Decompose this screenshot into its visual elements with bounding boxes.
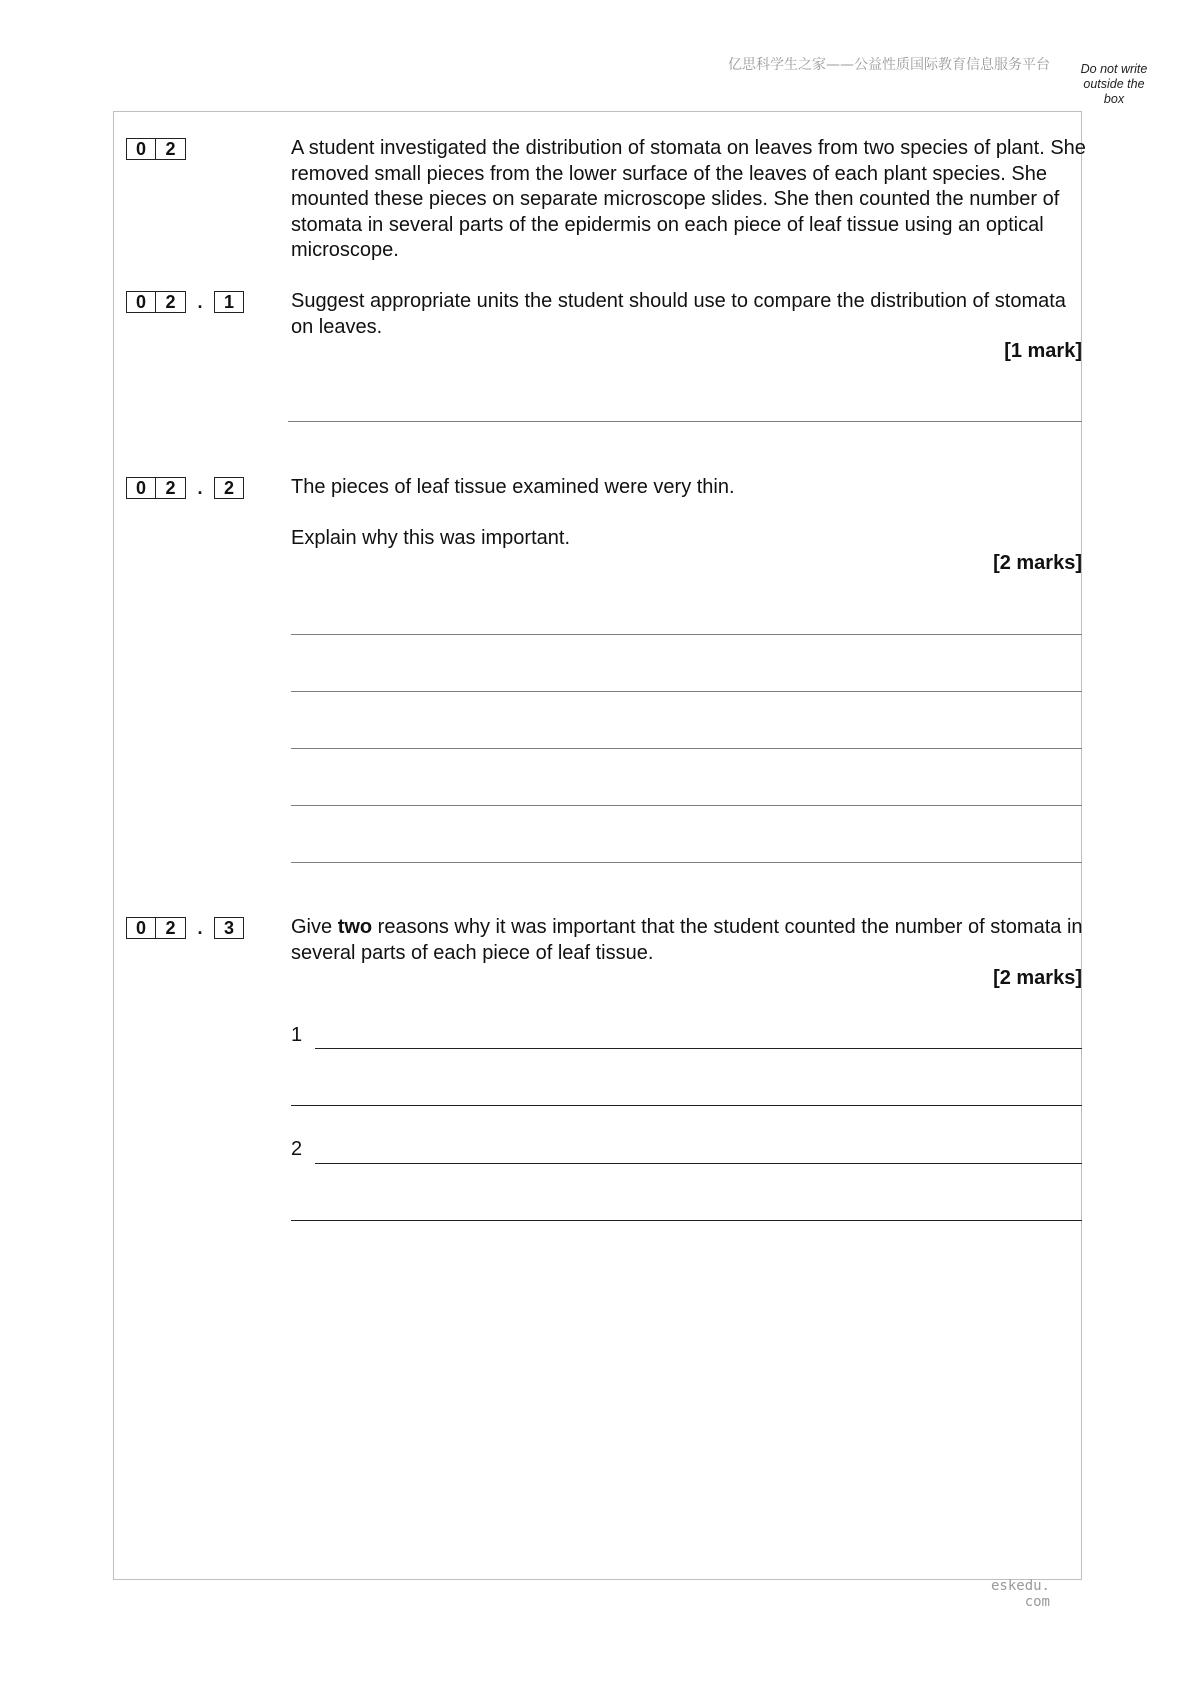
question-digit-box: 0: [126, 291, 156, 313]
question-digit-box: 2: [156, 917, 186, 939]
footer-watermark: eskedu. com: [990, 1578, 1050, 1610]
answer-line[interactable]: [291, 862, 1082, 863]
margin-note-line: box: [1103, 92, 1125, 106]
answer-line[interactable]: [291, 805, 1082, 806]
part-02-3-emphasis: two: [337, 916, 373, 938]
answer-line[interactable]: [291, 634, 1082, 635]
question-intro: A student investigated the distribution of stomata on leaves from two species of plant. She removed small pieces from the lower surface of the leaves of each plant species. She mounted these pieces on separate microscope slides. She then counted the number of stomata in several parts of the epidermis on each piece of leaf tissue using an optical microscope.: [291, 137, 1086, 261]
question-number-02-2: [126, 477, 244, 499]
question-digit-box: 1: [214, 291, 244, 313]
question-number-02-3: [126, 917, 244, 939]
answer-line[interactable]: [288, 421, 1082, 422]
answer-line[interactable]: [291, 1105, 1082, 1106]
question-digit-box: 0: [126, 917, 156, 939]
question-digit-box: 2: [156, 477, 186, 499]
question-digit-box: 2: [156, 138, 186, 160]
part-02-3-text-start: Give: [291, 916, 338, 938]
answer-line[interactable]: [291, 1220, 1082, 1221]
part-02-3-text: [291, 915, 1091, 966]
answer-label-2: 2: [291, 1138, 303, 1160]
question-number-separator: .: [197, 477, 203, 498]
part-02-3-text-end: reasons why it was important that the student counted the number of stomata in several parts of each piece of leaf tissue.: [291, 916, 1083, 964]
margin-note-line: Do not write: [1080, 62, 1148, 76]
question-digit-box: 0: [126, 477, 156, 499]
answer-line-2[interactable]: [315, 1163, 1082, 1164]
question-number-02-1: [126, 291, 244, 313]
answer-line-1[interactable]: [315, 1048, 1082, 1049]
answer-line[interactable]: [291, 748, 1082, 749]
part-02-1-text: Suggest appropriate units the student should use to compare the distribution of stomata on leaves.: [291, 290, 1066, 338]
header-watermark: 亿思科学生之家——公益性质国际教育信息服务平台: [728, 57, 1050, 73]
question-number-separator: .: [197, 917, 203, 938]
part-02-2-text: The pieces of leaf tissue examined were very thin.: [291, 476, 735, 498]
question-digit-box: 0: [126, 138, 156, 160]
margin-note: [1066, 62, 1162, 107]
part-02-1-marks: [1 mark]: [1004, 340, 1082, 362]
question-digit-box: 2: [214, 477, 244, 499]
part-02-2-instruction: Explain why this was important.: [291, 527, 571, 549]
margin-note-line: outside the: [1083, 77, 1145, 91]
part-02-2-marks: [2 marks]: [993, 552, 1082, 574]
question-digit-box: 3: [214, 917, 244, 939]
answer-label-1: 1: [291, 1024, 303, 1046]
question-number-separator: .: [197, 291, 203, 312]
answer-line[interactable]: [291, 691, 1082, 692]
part-02-3-marks: [2 marks]: [993, 967, 1082, 989]
question-digit-box: 2: [156, 291, 186, 313]
question-number-02: [126, 138, 186, 160]
